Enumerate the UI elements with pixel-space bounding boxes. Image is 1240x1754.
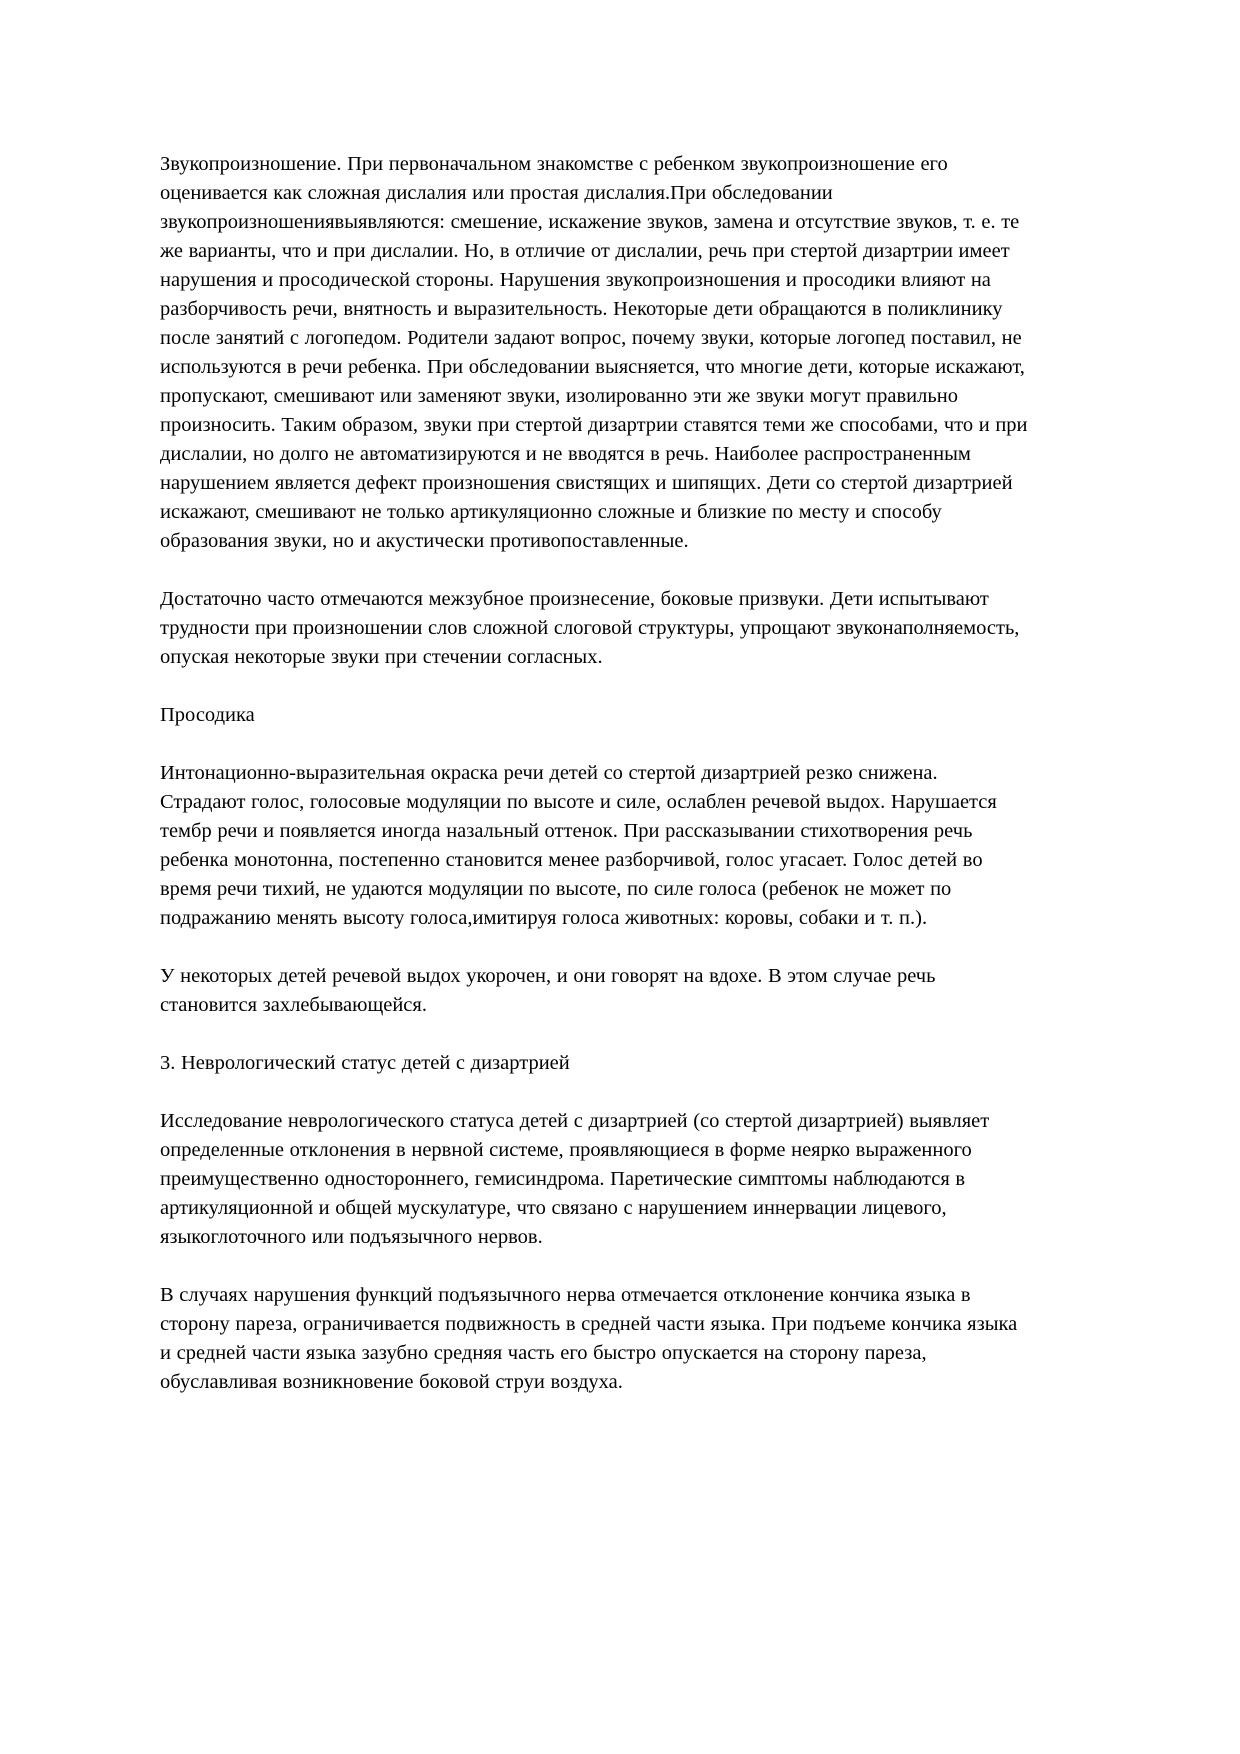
paragraph-intonation: Интонационно-выразительная окраска речи детей со стертой дизартрией резко снижена. Страдают голос, голосовые модуляции по высоте и силе, ослаблен речевой выдох. Нарушается тембр речи и появляется иногда назальный оттенок. При рассказывании стихотворения речь ребенка монотонна, постепенно становится менее разборчивой, голос угасает. Голос детей во время речи тихий, не удаются модуляции по высоте, по силе голоса (ребенок не может по подражанию менять высоту голоса,имитируя голоса животных: коровы, собаки и т. п.). [160,762,997,929]
heading-prosody: Просодика [160,704,255,726]
document-body-text [160,150,1028,1397]
paragraph-breath: У некоторых детей речевой выдох укорочен, и они говорят на вдохе. В этом случае речь становится захлебывающейся. [160,965,936,1016]
paragraph-sound-pronunciation: Звукопроизношение. При первоначальном знакомстве с ребенком звукопроизношение его оценивается как сложная дислалия или простая дислалия.При обследовании звукопроизношениявыявляются: смешение, искажение звуков, замена и отсутствие звуков, т. е. те же варианты, что и при дислалии. Но, в отличие от дислалии, речь при стертой дизартрии имеет нарушения и просодической стороны. Нарушения звукопроизношения и просодики влияют на разборчивость речи, внятность и выразительность. Некоторые дети обращаются в поликлинику после занятий с логопедом. Родители задают вопрос, почему звуки, которые логопед поставил, не используются в речи ребенка. При обследовании выясняется, что многие дети, которые искажают, пропускают, смешивают или заменяют звуки, изолированно эти же звуки могут правильно произносить. Таким образом, звуки при стертой дизартрии ставятся теми же способами, что и при дислалии, но долго не автоматизируются и не вводятся в речь. Наиболее распространенным нарушением является дефект произношения свистящих и шипящих. Дети со стертой дизартрией искажают, смешивают не только артикуляционно сложные и близкие по месту и способу образования звуки, но и акустически противопоставленные. [160,153,1028,552]
paragraph-neurological-research: Исследование неврологического статуса детей с дизартрией (со стертой дизартрией) выявляет определенные отклонения в нервной системе, проявляющиеся в форме неярко выраженного преимущественно одностороннего, гемисиндрома. Паретические симптомы наблюдаются в артикуляционной и общей мускулатуре, что связано с нарушением иннервации лицевого, языкоглоточного или подъязычного нервов. [160,1110,990,1248]
paragraph-hypoglossal-nerve: В случаях нарушения функций подъязычного нерва отмечается отклонение кончика языка в сторону пареза, ограничивается подвижность в средней части языка. При подъеме кончика языка и средней части языка зазубно средняя часть его быстро опускается на сторону пареза, обуславливая возникновение боковой струи воздуха. [160,1284,1018,1393]
paragraph-interdental: Достаточно часто отмечаются межзубное произнесение, боковые призвуки. Дети испытывают трудности при произношении слов сложной слоговой структуры, упрощают звуконаполняемость, опуская некоторые звуки при стечении согласных. [160,588,1020,668]
heading-neurological-status: 3. Неврологический статус детей с дизартрией [160,1052,570,1074]
